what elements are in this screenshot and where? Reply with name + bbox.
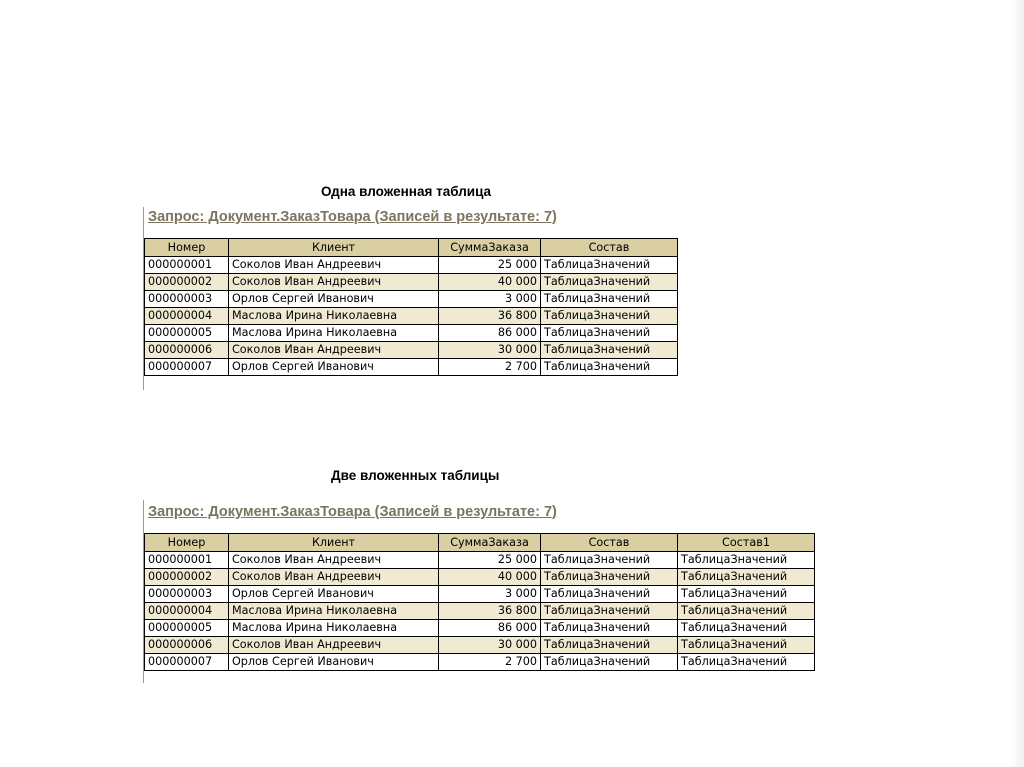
cell-composition: ТаблицаЗначений [541, 308, 678, 325]
cell-order-sum: 3 000 [439, 586, 541, 603]
column-header-order-sum: СуммаЗаказа [439, 534, 541, 552]
cell-number: 000000007 [145, 359, 229, 376]
cell-composition: ТаблицаЗначений [541, 637, 678, 654]
cell-client: Орлов Сергей Иванович [229, 291, 439, 308]
query-result-table [144, 238, 678, 376]
column-header-client: Клиент [229, 534, 439, 552]
table-row [145, 620, 815, 637]
cell-client: Соколов Иван Андреевич [229, 569, 439, 586]
table-row [145, 325, 678, 342]
cell-client: Маслова Ирина Николаевна [229, 603, 439, 620]
table-row [145, 257, 678, 274]
cell-composition: ТаблицаЗначений [541, 325, 678, 342]
table-header-row [145, 239, 678, 257]
cell-order-sum: 25 000 [439, 257, 541, 274]
cell-number: 000000006 [145, 637, 229, 654]
cell-composition: ТаблицаЗначений [541, 603, 678, 620]
cell-order-sum: 40 000 [439, 569, 541, 586]
slide-edge-shadow [1010, 0, 1024, 767]
table-row [145, 654, 815, 671]
cell-composition1: ТаблицаЗначений [678, 552, 815, 569]
cell-client: Соколов Иван Андреевич [229, 342, 439, 359]
column-header-composition1: Состав1 [678, 534, 815, 552]
column-header-number: Номер [145, 239, 229, 257]
table-row [145, 637, 815, 654]
cell-number: 000000007 [145, 654, 229, 671]
column-header-client: Клиент [229, 239, 439, 257]
cell-order-sum: 36 800 [439, 603, 541, 620]
cell-client: Маслова Ирина Николаевна [229, 620, 439, 637]
table-row [145, 342, 678, 359]
column-header-composition: Состав [541, 239, 678, 257]
cell-composition1: ТаблицаЗначений [678, 620, 815, 637]
table-header-row [145, 534, 815, 552]
cell-composition: ТаблицаЗначений [541, 359, 678, 376]
cell-client: Соколов Иван Андреевич [229, 637, 439, 654]
section-caption: Две вложенных таблицы [331, 468, 500, 483]
cell-composition1: ТаблицаЗначений [678, 603, 815, 620]
section-caption: Одна вложенная таблица [321, 184, 492, 199]
cell-composition: ТаблицаЗначений [541, 569, 678, 586]
cell-composition1: ТаблицаЗначений [678, 654, 815, 671]
cell-number: 000000001 [145, 552, 229, 569]
cell-composition: ТаблицаЗначений [541, 274, 678, 291]
table-row [145, 359, 678, 376]
cell-order-sum: 86 000 [439, 620, 541, 637]
cell-composition1: ТаблицаЗначений [678, 637, 815, 654]
cell-number: 000000003 [145, 291, 229, 308]
cell-client: Соколов Иван Андреевич [229, 274, 439, 291]
cell-number: 000000004 [145, 308, 229, 325]
cell-client: Маслова Ирина Николаевна [229, 308, 439, 325]
cell-composition1: ТаблицаЗначений [678, 569, 815, 586]
column-header-composition: Состав [541, 534, 678, 552]
table-row [145, 274, 678, 291]
cell-order-sum: 30 000 [439, 637, 541, 654]
cell-composition1: ТаблицаЗначений [678, 586, 815, 603]
cell-number: 000000006 [145, 342, 229, 359]
cell-composition: ТаблицаЗначений [541, 654, 678, 671]
cell-number: 000000002 [145, 569, 229, 586]
cell-composition: ТаблицаЗначений [541, 257, 678, 274]
cell-order-sum: 86 000 [439, 325, 541, 342]
cell-order-sum: 2 700 [439, 359, 541, 376]
table-row [145, 586, 815, 603]
query-result-table [144, 533, 815, 671]
query-title: Запрос: Документ.ЗаказТовара (Записей в результате: 7) [148, 504, 557, 520]
table-row [145, 552, 815, 569]
cell-order-sum: 25 000 [439, 552, 541, 569]
cell-number: 000000005 [145, 620, 229, 637]
query-title: Запрос: Документ.ЗаказТовара (Записей в результате: 7) [148, 209, 557, 225]
cell-composition: ТаблицаЗначений [541, 586, 678, 603]
table-row [145, 308, 678, 325]
cell-order-sum: 40 000 [439, 274, 541, 291]
cell-number: 000000001 [145, 257, 229, 274]
table-row [145, 291, 678, 308]
cell-client: Орлов Сергей Иванович [229, 359, 439, 376]
cell-client: Соколов Иван Андреевич [229, 552, 439, 569]
cell-client: Орлов Сергей Иванович [229, 654, 439, 671]
column-header-number: Номер [145, 534, 229, 552]
cell-number: 000000002 [145, 274, 229, 291]
cell-composition: ТаблицаЗначений [541, 291, 678, 308]
cell-order-sum: 2 700 [439, 654, 541, 671]
cell-composition: ТаблицаЗначений [541, 552, 678, 569]
cell-client: Соколов Иван Андреевич [229, 257, 439, 274]
cell-number: 000000005 [145, 325, 229, 342]
cell-client: Маслова Ирина Николаевна [229, 325, 439, 342]
cell-client: Орлов Сергей Иванович [229, 586, 439, 603]
cell-order-sum: 3 000 [439, 291, 541, 308]
table-row [145, 603, 815, 620]
cell-composition: ТаблицаЗначений [541, 620, 678, 637]
cell-order-sum: 30 000 [439, 342, 541, 359]
cell-order-sum: 36 800 [439, 308, 541, 325]
cell-number: 000000004 [145, 603, 229, 620]
cell-composition: ТаблицаЗначений [541, 342, 678, 359]
column-header-order-sum: СуммаЗаказа [439, 239, 541, 257]
cell-number: 000000003 [145, 586, 229, 603]
table-row [145, 569, 815, 586]
